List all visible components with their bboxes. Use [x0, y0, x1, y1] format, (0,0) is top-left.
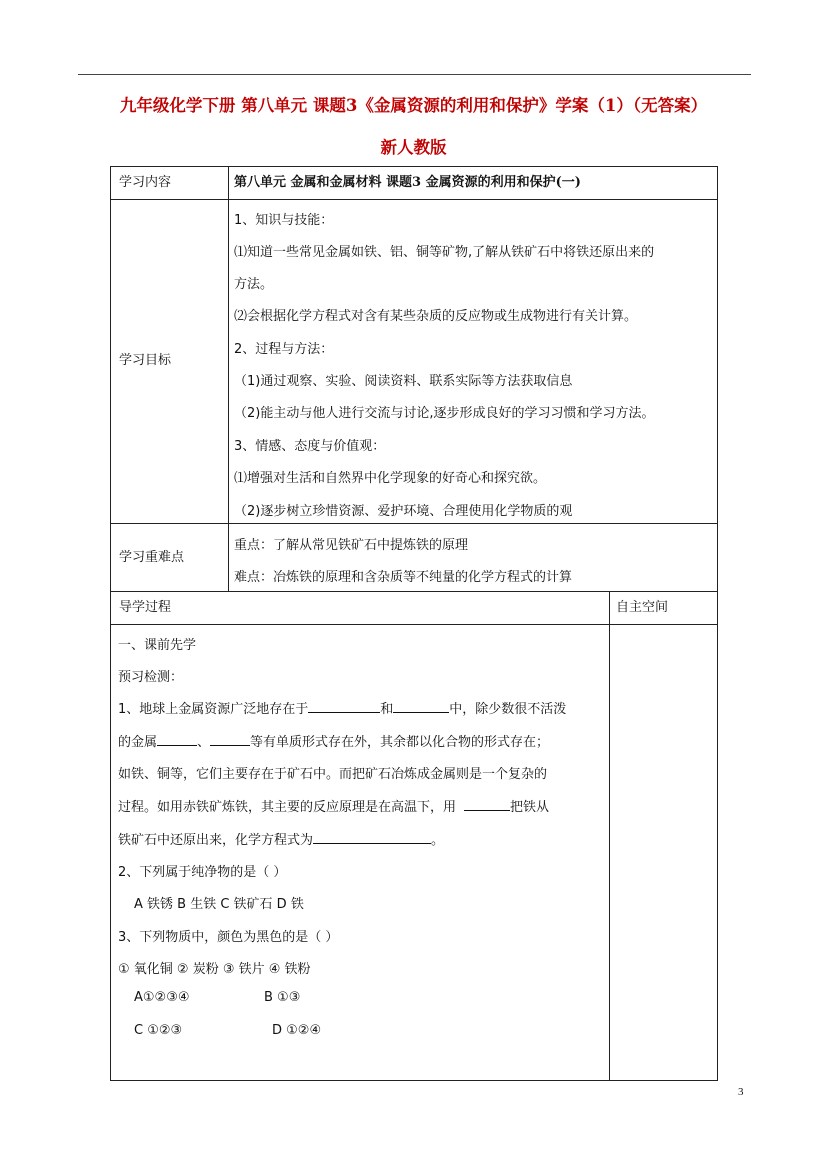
answer-blank[interactable] [308, 700, 380, 713]
goal-line: （2)逐步树立珍惜资源、爱护环境、合理使用化学物质的观 [234, 504, 573, 519]
question-1-line-2 [118, 731, 549, 750]
key-point: 重点：了解从常见铁矿石中提炼铁的原理 [234, 538, 469, 553]
content-value: 第八单元 金属和金属材料 课题3 金属资源的利用和保护(一) [234, 175, 581, 190]
q1-text: 过程。如用赤铁矿炼铁，其主要的反应原理是在高温下，用 [118, 800, 457, 815]
process-label: 导学过程 [119, 600, 172, 615]
question-3-option-d: D ①②④ [272, 1023, 322, 1038]
document-subtitle: 新人教版 [380, 138, 447, 157]
goal-line: 2、过程与方法： [234, 342, 334, 357]
subsection-heading: 预习检测： [118, 670, 184, 685]
q1-text: 、 [197, 735, 211, 750]
goals-label: 学习目标 [119, 353, 172, 368]
col-divider [609, 591, 610, 1081]
goal-line: 1、知识与技能： [234, 213, 334, 228]
goal-line: （1)通过观察、实验、阅读资料、联系实际等方法获取信息 [234, 374, 573, 389]
content-label: 学习内容 [119, 175, 172, 190]
answer-blank[interactable] [157, 733, 197, 746]
q1-text: 等有单质形式存在外，其余都以化合物的形式存在； [250, 735, 550, 750]
goal-line: ⑴增强对生活和自然界中化学现象的好奇心和探究欲。 [234, 471, 547, 486]
question-1-line-5 [118, 829, 444, 848]
keypoints-label: 学习重难点 [119, 550, 185, 565]
goal-line: （2)能主动与他人进行交流与讨论,逐步形成良好的学习习惯和学习方法。 [234, 406, 655, 421]
goal-line: 3、情感、态度与价值观： [234, 439, 386, 454]
q1-text: 和 [380, 702, 394, 717]
goal-line: 方法。 [234, 277, 274, 292]
q1-text: 中，除少数很不活泼 [449, 702, 567, 717]
goal-line: ⑴知道一些常见金属如铁、铝、铜等矿物,了解从铁矿石中将铁还原出来的 [234, 245, 655, 260]
row-divider [110, 523, 718, 524]
section-heading: 一、课前先学 [118, 638, 197, 653]
page-number: 3 [738, 1086, 744, 1098]
header-rule [78, 74, 751, 75]
q1-text: 。 [431, 833, 445, 848]
question-3-option-c: C ①②③ [134, 1023, 183, 1038]
answer-blank[interactable] [393, 700, 449, 713]
col-divider [228, 166, 229, 591]
answer-blank[interactable] [464, 798, 510, 811]
goal-line: ⑵会根据化学方程式对含有某些杂质的反应物或生成物进行有关计算。 [234, 309, 638, 324]
question-3: 3、下列物质中，颜色为黑色的是（ ） [118, 930, 339, 945]
question-1-line-1 [118, 698, 566, 717]
self-space-label: 自主空间 [616, 600, 669, 615]
question-1-line-4 [118, 796, 549, 815]
document-title: 九年级化学下册 第八单元 课题3《金属资源的利用和保护》学案（1）（无答案） [119, 96, 708, 115]
answer-blank[interactable] [313, 831, 431, 844]
question-2-options: A 铁锈 B 生铁 C 铁矿石 D 铁 [134, 897, 304, 912]
question-3-option-a: A①②③④ [134, 990, 190, 1005]
row-divider [110, 199, 718, 200]
q1-text: 把铁从 [510, 800, 550, 815]
q1-text: 的金属 [118, 735, 158, 750]
question-1-line-3: 如铁、铜等，它们主要存在于矿石中。而把矿石冶炼成金属则是一个复杂的 [118, 767, 548, 782]
answer-blank[interactable] [210, 733, 250, 746]
difficult-point: 难点：冶炼铁的原理和含杂质等不纯量的化学方程式的计算 [234, 570, 573, 585]
q1-text: 铁矿石中还原出来，化学方程式为 [118, 833, 314, 848]
row-divider [110, 624, 718, 625]
question-2: 2、下列属于纯净物的是（ ） [118, 865, 287, 880]
question-3-items: ① 氧化铜 ② 炭粉 ③ 铁片 ④ 铁粉 [118, 962, 311, 977]
question-3-option-b: B ①③ [264, 990, 301, 1005]
q1-text: 1、地球上金属资源广泛地存在于 [118, 702, 309, 717]
